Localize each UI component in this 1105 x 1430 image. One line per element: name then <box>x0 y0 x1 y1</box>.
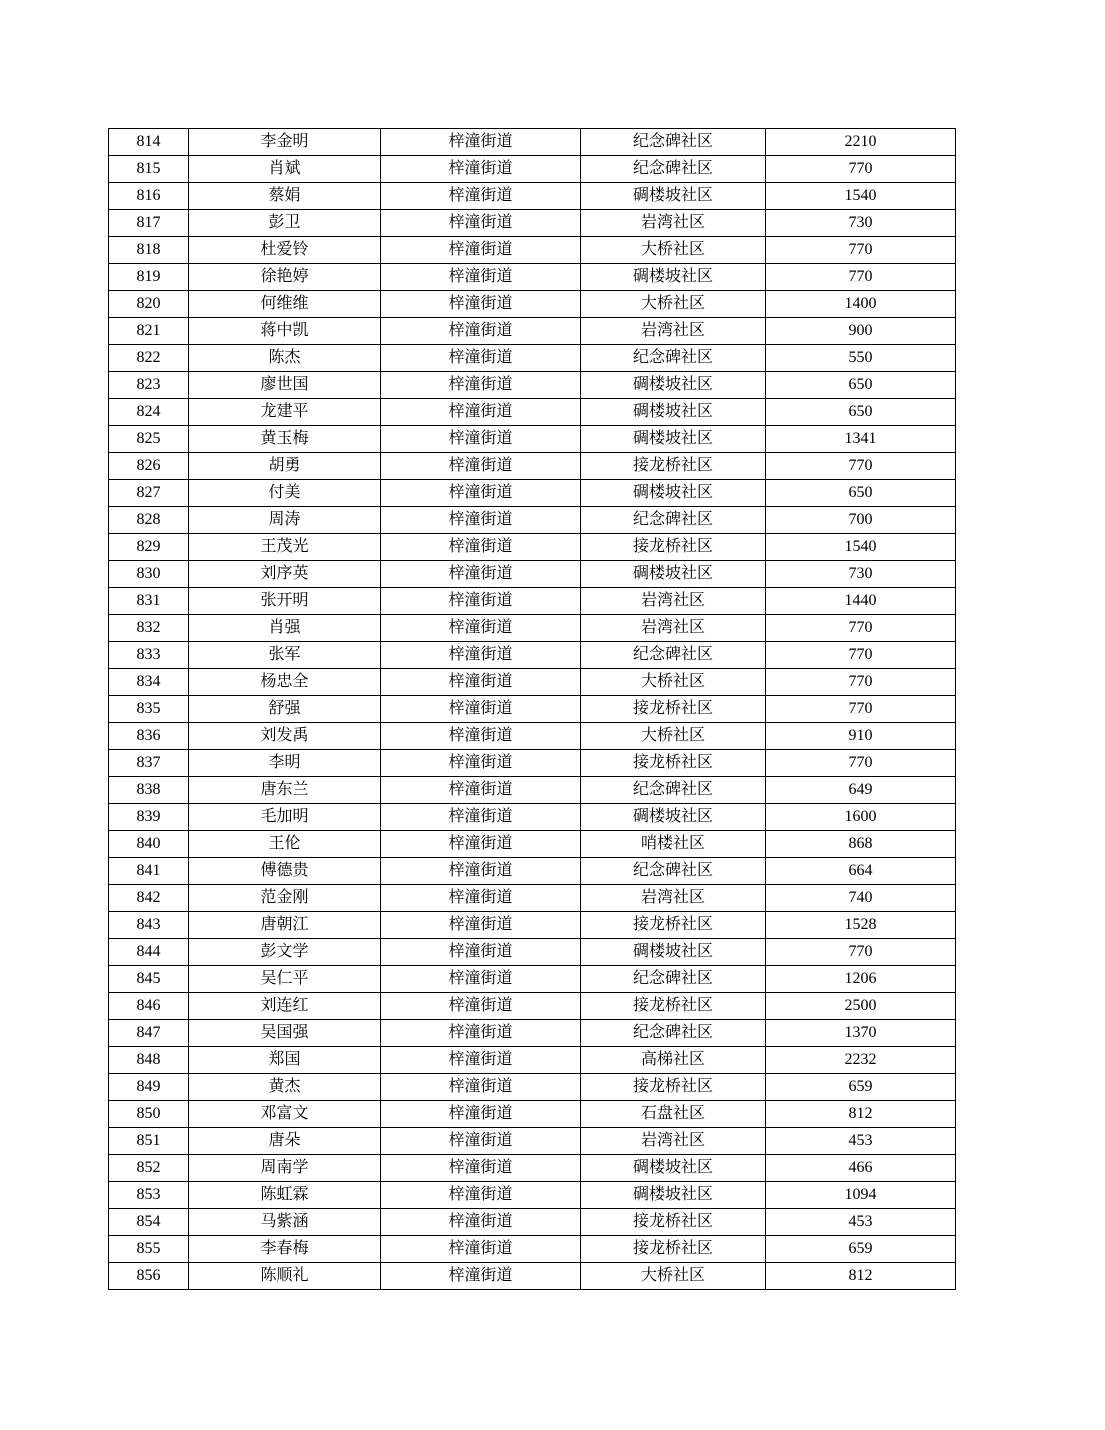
table-row <box>109 1209 956 1236</box>
row-id-cell: 832 <box>109 615 189 642</box>
name-cell: 陈顺礼 <box>189 1263 381 1290</box>
street-cell: 梓潼街道 <box>381 156 581 183</box>
street-cell: 梓潼街道 <box>381 183 581 210</box>
street-cell: 梓潼街道 <box>381 291 581 318</box>
row-id-cell: 851 <box>109 1128 189 1155</box>
amount-cell: 730 <box>766 561 956 588</box>
amount-cell: 1600 <box>766 804 956 831</box>
name-cell: 周南学 <box>189 1155 381 1182</box>
amount-cell: 1206 <box>766 966 956 993</box>
street-cell: 梓潼街道 <box>381 777 581 804</box>
amount-cell: 649 <box>766 777 956 804</box>
community-cell: 岩湾社区 <box>581 588 766 615</box>
amount-cell: 770 <box>766 237 956 264</box>
amount-cell: 1540 <box>766 183 956 210</box>
table-row <box>109 1155 956 1182</box>
name-cell: 邓富文 <box>189 1101 381 1128</box>
table-row <box>109 372 956 399</box>
table-row <box>109 588 956 615</box>
street-cell: 梓潼街道 <box>381 426 581 453</box>
table-row <box>109 750 956 777</box>
name-cell: 李金明 <box>189 129 381 156</box>
row-id-cell: 829 <box>109 534 189 561</box>
name-cell: 付美 <box>189 480 381 507</box>
community-cell: 石盘社区 <box>581 1101 766 1128</box>
row-id-cell: 820 <box>109 291 189 318</box>
name-cell: 龙建平 <box>189 399 381 426</box>
row-id-cell: 819 <box>109 264 189 291</box>
row-id-cell: 818 <box>109 237 189 264</box>
name-cell: 陈杰 <box>189 345 381 372</box>
name-cell: 唐朝江 <box>189 912 381 939</box>
street-cell: 梓潼街道 <box>381 1155 581 1182</box>
row-id-cell: 845 <box>109 966 189 993</box>
amount-cell: 1528 <box>766 912 956 939</box>
table-row <box>109 318 956 345</box>
name-cell: 张开明 <box>189 588 381 615</box>
amount-cell: 650 <box>766 399 956 426</box>
street-cell: 梓潼街道 <box>381 588 581 615</box>
community-cell: 碉楼坡社区 <box>581 1182 766 1209</box>
amount-cell: 770 <box>766 669 956 696</box>
community-cell: 接龙桥社区 <box>581 750 766 777</box>
table-row <box>109 1047 956 1074</box>
name-cell: 杜爱铃 <box>189 237 381 264</box>
row-id-cell: 833 <box>109 642 189 669</box>
community-cell: 碉楼坡社区 <box>581 804 766 831</box>
row-id-cell: 850 <box>109 1101 189 1128</box>
amount-cell: 1370 <box>766 1020 956 1047</box>
amount-cell: 650 <box>766 480 956 507</box>
table-row <box>109 615 956 642</box>
community-cell: 碉楼坡社区 <box>581 561 766 588</box>
table-row <box>109 669 956 696</box>
community-cell: 碉楼坡社区 <box>581 426 766 453</box>
amount-cell: 2500 <box>766 993 956 1020</box>
name-cell: 杨忠全 <box>189 669 381 696</box>
row-id-cell: 846 <box>109 993 189 1020</box>
street-cell: 梓潼街道 <box>381 669 581 696</box>
street-cell: 梓潼街道 <box>381 372 581 399</box>
table-row <box>109 966 956 993</box>
table-row <box>109 183 956 210</box>
row-id-cell: 837 <box>109 750 189 777</box>
name-cell: 胡勇 <box>189 453 381 480</box>
name-cell: 徐艳婷 <box>189 264 381 291</box>
amount-cell: 730 <box>766 210 956 237</box>
table-row <box>109 858 956 885</box>
name-cell: 肖斌 <box>189 156 381 183</box>
table-row <box>109 399 956 426</box>
amount-cell: 812 <box>766 1101 956 1128</box>
community-cell: 碉楼坡社区 <box>581 1155 766 1182</box>
community-cell: 大桥社区 <box>581 669 766 696</box>
amount-cell: 770 <box>766 696 956 723</box>
street-cell: 梓潼街道 <box>381 345 581 372</box>
table-row <box>109 561 956 588</box>
amount-cell: 1341 <box>766 426 956 453</box>
street-cell: 梓潼街道 <box>381 804 581 831</box>
row-id-cell: 839 <box>109 804 189 831</box>
row-id-cell: 821 <box>109 318 189 345</box>
row-id-cell: 831 <box>109 588 189 615</box>
community-cell: 纪念碑社区 <box>581 1020 766 1047</box>
community-cell: 接龙桥社区 <box>581 696 766 723</box>
table-row <box>109 426 956 453</box>
table-row <box>109 453 956 480</box>
community-cell: 纪念碑社区 <box>581 156 766 183</box>
name-cell: 王茂光 <box>189 534 381 561</box>
amount-cell: 700 <box>766 507 956 534</box>
row-id-cell: 853 <box>109 1182 189 1209</box>
street-cell: 梓潼街道 <box>381 210 581 237</box>
amount-cell: 812 <box>766 1263 956 1290</box>
community-cell: 大桥社区 <box>581 237 766 264</box>
community-cell: 岩湾社区 <box>581 1128 766 1155</box>
row-id-cell: 843 <box>109 912 189 939</box>
amount-cell: 770 <box>766 453 956 480</box>
table-row <box>109 156 956 183</box>
table-row <box>109 1020 956 1047</box>
row-id-cell: 834 <box>109 669 189 696</box>
name-cell: 彭文学 <box>189 939 381 966</box>
street-cell: 梓潼街道 <box>381 831 581 858</box>
street-cell: 梓潼街道 <box>381 1101 581 1128</box>
table-row <box>109 480 956 507</box>
name-cell: 李春梅 <box>189 1236 381 1263</box>
row-id-cell: 855 <box>109 1236 189 1263</box>
community-cell: 纪念碑社区 <box>581 129 766 156</box>
street-cell: 梓潼街道 <box>381 858 581 885</box>
name-cell: 李明 <box>189 750 381 777</box>
street-cell: 梓潼街道 <box>381 966 581 993</box>
payment-table <box>108 128 956 1290</box>
community-cell: 碉楼坡社区 <box>581 372 766 399</box>
community-cell: 纪念碑社区 <box>581 858 766 885</box>
community-cell: 岩湾社区 <box>581 318 766 345</box>
name-cell: 蔡娟 <box>189 183 381 210</box>
street-cell: 梓潼街道 <box>381 507 581 534</box>
community-cell: 碉楼坡社区 <box>581 264 766 291</box>
street-cell: 梓潼街道 <box>381 696 581 723</box>
name-cell: 陈虹霖 <box>189 1182 381 1209</box>
amount-cell: 770 <box>766 750 956 777</box>
name-cell: 刘序英 <box>189 561 381 588</box>
table-row <box>109 507 956 534</box>
table-row <box>109 939 956 966</box>
name-cell: 廖世国 <box>189 372 381 399</box>
street-cell: 梓潼街道 <box>381 399 581 426</box>
table-row <box>109 777 956 804</box>
row-id-cell: 856 <box>109 1263 189 1290</box>
name-cell: 何维维 <box>189 291 381 318</box>
street-cell: 梓潼街道 <box>381 129 581 156</box>
amount-cell: 910 <box>766 723 956 750</box>
street-cell: 梓潼街道 <box>381 1182 581 1209</box>
name-cell: 刘发禹 <box>189 723 381 750</box>
row-id-cell: 854 <box>109 1209 189 1236</box>
name-cell: 唐朵 <box>189 1128 381 1155</box>
street-cell: 梓潼街道 <box>381 1074 581 1101</box>
row-id-cell: 849 <box>109 1074 189 1101</box>
table-row <box>109 345 956 372</box>
street-cell: 梓潼街道 <box>381 561 581 588</box>
row-id-cell: 824 <box>109 399 189 426</box>
table-row <box>109 1263 956 1290</box>
table-row <box>109 1128 956 1155</box>
name-cell: 毛加明 <box>189 804 381 831</box>
street-cell: 梓潼街道 <box>381 1128 581 1155</box>
community-cell: 接龙桥社区 <box>581 1236 766 1263</box>
name-cell: 舒强 <box>189 696 381 723</box>
table-row <box>109 1074 956 1101</box>
street-cell: 梓潼街道 <box>381 993 581 1020</box>
street-cell: 梓潼街道 <box>381 453 581 480</box>
row-id-cell: 836 <box>109 723 189 750</box>
row-id-cell: 844 <box>109 939 189 966</box>
row-id-cell: 826 <box>109 453 189 480</box>
row-id-cell: 835 <box>109 696 189 723</box>
community-cell: 纪念碑社区 <box>581 642 766 669</box>
row-id-cell: 841 <box>109 858 189 885</box>
community-cell: 碉楼坡社区 <box>581 480 766 507</box>
name-cell: 蒋中凯 <box>189 318 381 345</box>
amount-cell: 659 <box>766 1074 956 1101</box>
row-id-cell: 830 <box>109 561 189 588</box>
table-body <box>109 129 956 1290</box>
community-cell: 接龙桥社区 <box>581 453 766 480</box>
amount-cell: 770 <box>766 156 956 183</box>
table-row <box>109 210 956 237</box>
name-cell: 张军 <box>189 642 381 669</box>
row-id-cell: 840 <box>109 831 189 858</box>
table-row <box>109 804 956 831</box>
table-row <box>109 291 956 318</box>
community-cell: 碉楼坡社区 <box>581 939 766 966</box>
table-row <box>109 237 956 264</box>
name-cell: 傅德贵 <box>189 858 381 885</box>
name-cell: 吴国强 <box>189 1020 381 1047</box>
amount-cell: 466 <box>766 1155 956 1182</box>
row-id-cell: 823 <box>109 372 189 399</box>
amount-cell: 770 <box>766 264 956 291</box>
amount-cell: 900 <box>766 318 956 345</box>
community-cell: 岩湾社区 <box>581 210 766 237</box>
community-cell: 纪念碑社区 <box>581 966 766 993</box>
row-id-cell: 852 <box>109 1155 189 1182</box>
row-id-cell: 827 <box>109 480 189 507</box>
amount-cell: 453 <box>766 1209 956 1236</box>
community-cell: 大桥社区 <box>581 1263 766 1290</box>
row-id-cell: 838 <box>109 777 189 804</box>
table-row <box>109 264 956 291</box>
community-cell: 接龙桥社区 <box>581 534 766 561</box>
name-cell: 周涛 <box>189 507 381 534</box>
amount-cell: 868 <box>766 831 956 858</box>
name-cell: 郑国 <box>189 1047 381 1074</box>
amount-cell: 659 <box>766 1236 956 1263</box>
amount-cell: 664 <box>766 858 956 885</box>
street-cell: 梓潼街道 <box>381 480 581 507</box>
community-cell: 接龙桥社区 <box>581 1074 766 1101</box>
community-cell: 接龙桥社区 <box>581 993 766 1020</box>
amount-cell: 740 <box>766 885 956 912</box>
community-cell: 哨楼社区 <box>581 831 766 858</box>
street-cell: 梓潼街道 <box>381 885 581 912</box>
amount-cell: 1440 <box>766 588 956 615</box>
row-id-cell: 848 <box>109 1047 189 1074</box>
name-cell: 吴仁平 <box>189 966 381 993</box>
amount-cell: 1540 <box>766 534 956 561</box>
name-cell: 刘连红 <box>189 993 381 1020</box>
street-cell: 梓潼街道 <box>381 723 581 750</box>
table-row <box>109 1182 956 1209</box>
street-cell: 梓潼街道 <box>381 1236 581 1263</box>
table-row <box>109 1236 956 1263</box>
community-cell: 大桥社区 <box>581 291 766 318</box>
row-id-cell: 815 <box>109 156 189 183</box>
table-row <box>109 534 956 561</box>
community-cell: 纪念碑社区 <box>581 777 766 804</box>
street-cell: 梓潼街道 <box>381 642 581 669</box>
amount-cell: 1094 <box>766 1182 956 1209</box>
community-cell: 纪念碑社区 <box>581 507 766 534</box>
table-row <box>109 885 956 912</box>
community-cell: 大桥社区 <box>581 723 766 750</box>
street-cell: 梓潼街道 <box>381 264 581 291</box>
amount-cell: 2232 <box>766 1047 956 1074</box>
name-cell: 王伦 <box>189 831 381 858</box>
row-id-cell: 828 <box>109 507 189 534</box>
street-cell: 梓潼街道 <box>381 534 581 561</box>
name-cell: 范金刚 <box>189 885 381 912</box>
table-row <box>109 696 956 723</box>
amount-cell: 2210 <box>766 129 956 156</box>
amount-cell: 770 <box>766 615 956 642</box>
row-id-cell: 816 <box>109 183 189 210</box>
name-cell: 彭卫 <box>189 210 381 237</box>
row-id-cell: 842 <box>109 885 189 912</box>
street-cell: 梓潼街道 <box>381 1263 581 1290</box>
row-id-cell: 822 <box>109 345 189 372</box>
table-row <box>109 831 956 858</box>
street-cell: 梓潼街道 <box>381 750 581 777</box>
street-cell: 梓潼街道 <box>381 1047 581 1074</box>
street-cell: 梓潼街道 <box>381 1209 581 1236</box>
table-row <box>109 1101 956 1128</box>
community-cell: 岩湾社区 <box>581 885 766 912</box>
table-row <box>109 912 956 939</box>
community-cell: 碉楼坡社区 <box>581 183 766 210</box>
amount-cell: 650 <box>766 372 956 399</box>
community-cell: 纪念碑社区 <box>581 345 766 372</box>
street-cell: 梓潼街道 <box>381 237 581 264</box>
table-row <box>109 642 956 669</box>
amount-cell: 770 <box>766 642 956 669</box>
row-id-cell: 847 <box>109 1020 189 1047</box>
amount-cell: 453 <box>766 1128 956 1155</box>
name-cell: 黄杰 <box>189 1074 381 1101</box>
community-cell: 接龙桥社区 <box>581 1209 766 1236</box>
table-row <box>109 993 956 1020</box>
amount-cell: 770 <box>766 939 956 966</box>
street-cell: 梓潼街道 <box>381 615 581 642</box>
amount-cell: 550 <box>766 345 956 372</box>
street-cell: 梓潼街道 <box>381 912 581 939</box>
community-cell: 碉楼坡社区 <box>581 399 766 426</box>
community-cell: 高梯社区 <box>581 1047 766 1074</box>
amount-cell: 1400 <box>766 291 956 318</box>
name-cell: 马紫涵 <box>189 1209 381 1236</box>
table-row <box>109 723 956 750</box>
row-id-cell: 825 <box>109 426 189 453</box>
name-cell: 肖强 <box>189 615 381 642</box>
street-cell: 梓潼街道 <box>381 318 581 345</box>
community-cell: 接龙桥社区 <box>581 912 766 939</box>
street-cell: 梓潼街道 <box>381 1020 581 1047</box>
community-cell: 岩湾社区 <box>581 615 766 642</box>
name-cell: 黄玉梅 <box>189 426 381 453</box>
street-cell: 梓潼街道 <box>381 939 581 966</box>
row-id-cell: 817 <box>109 210 189 237</box>
row-id-cell: 814 <box>109 129 189 156</box>
name-cell: 唐东兰 <box>189 777 381 804</box>
table-row <box>109 129 956 156</box>
